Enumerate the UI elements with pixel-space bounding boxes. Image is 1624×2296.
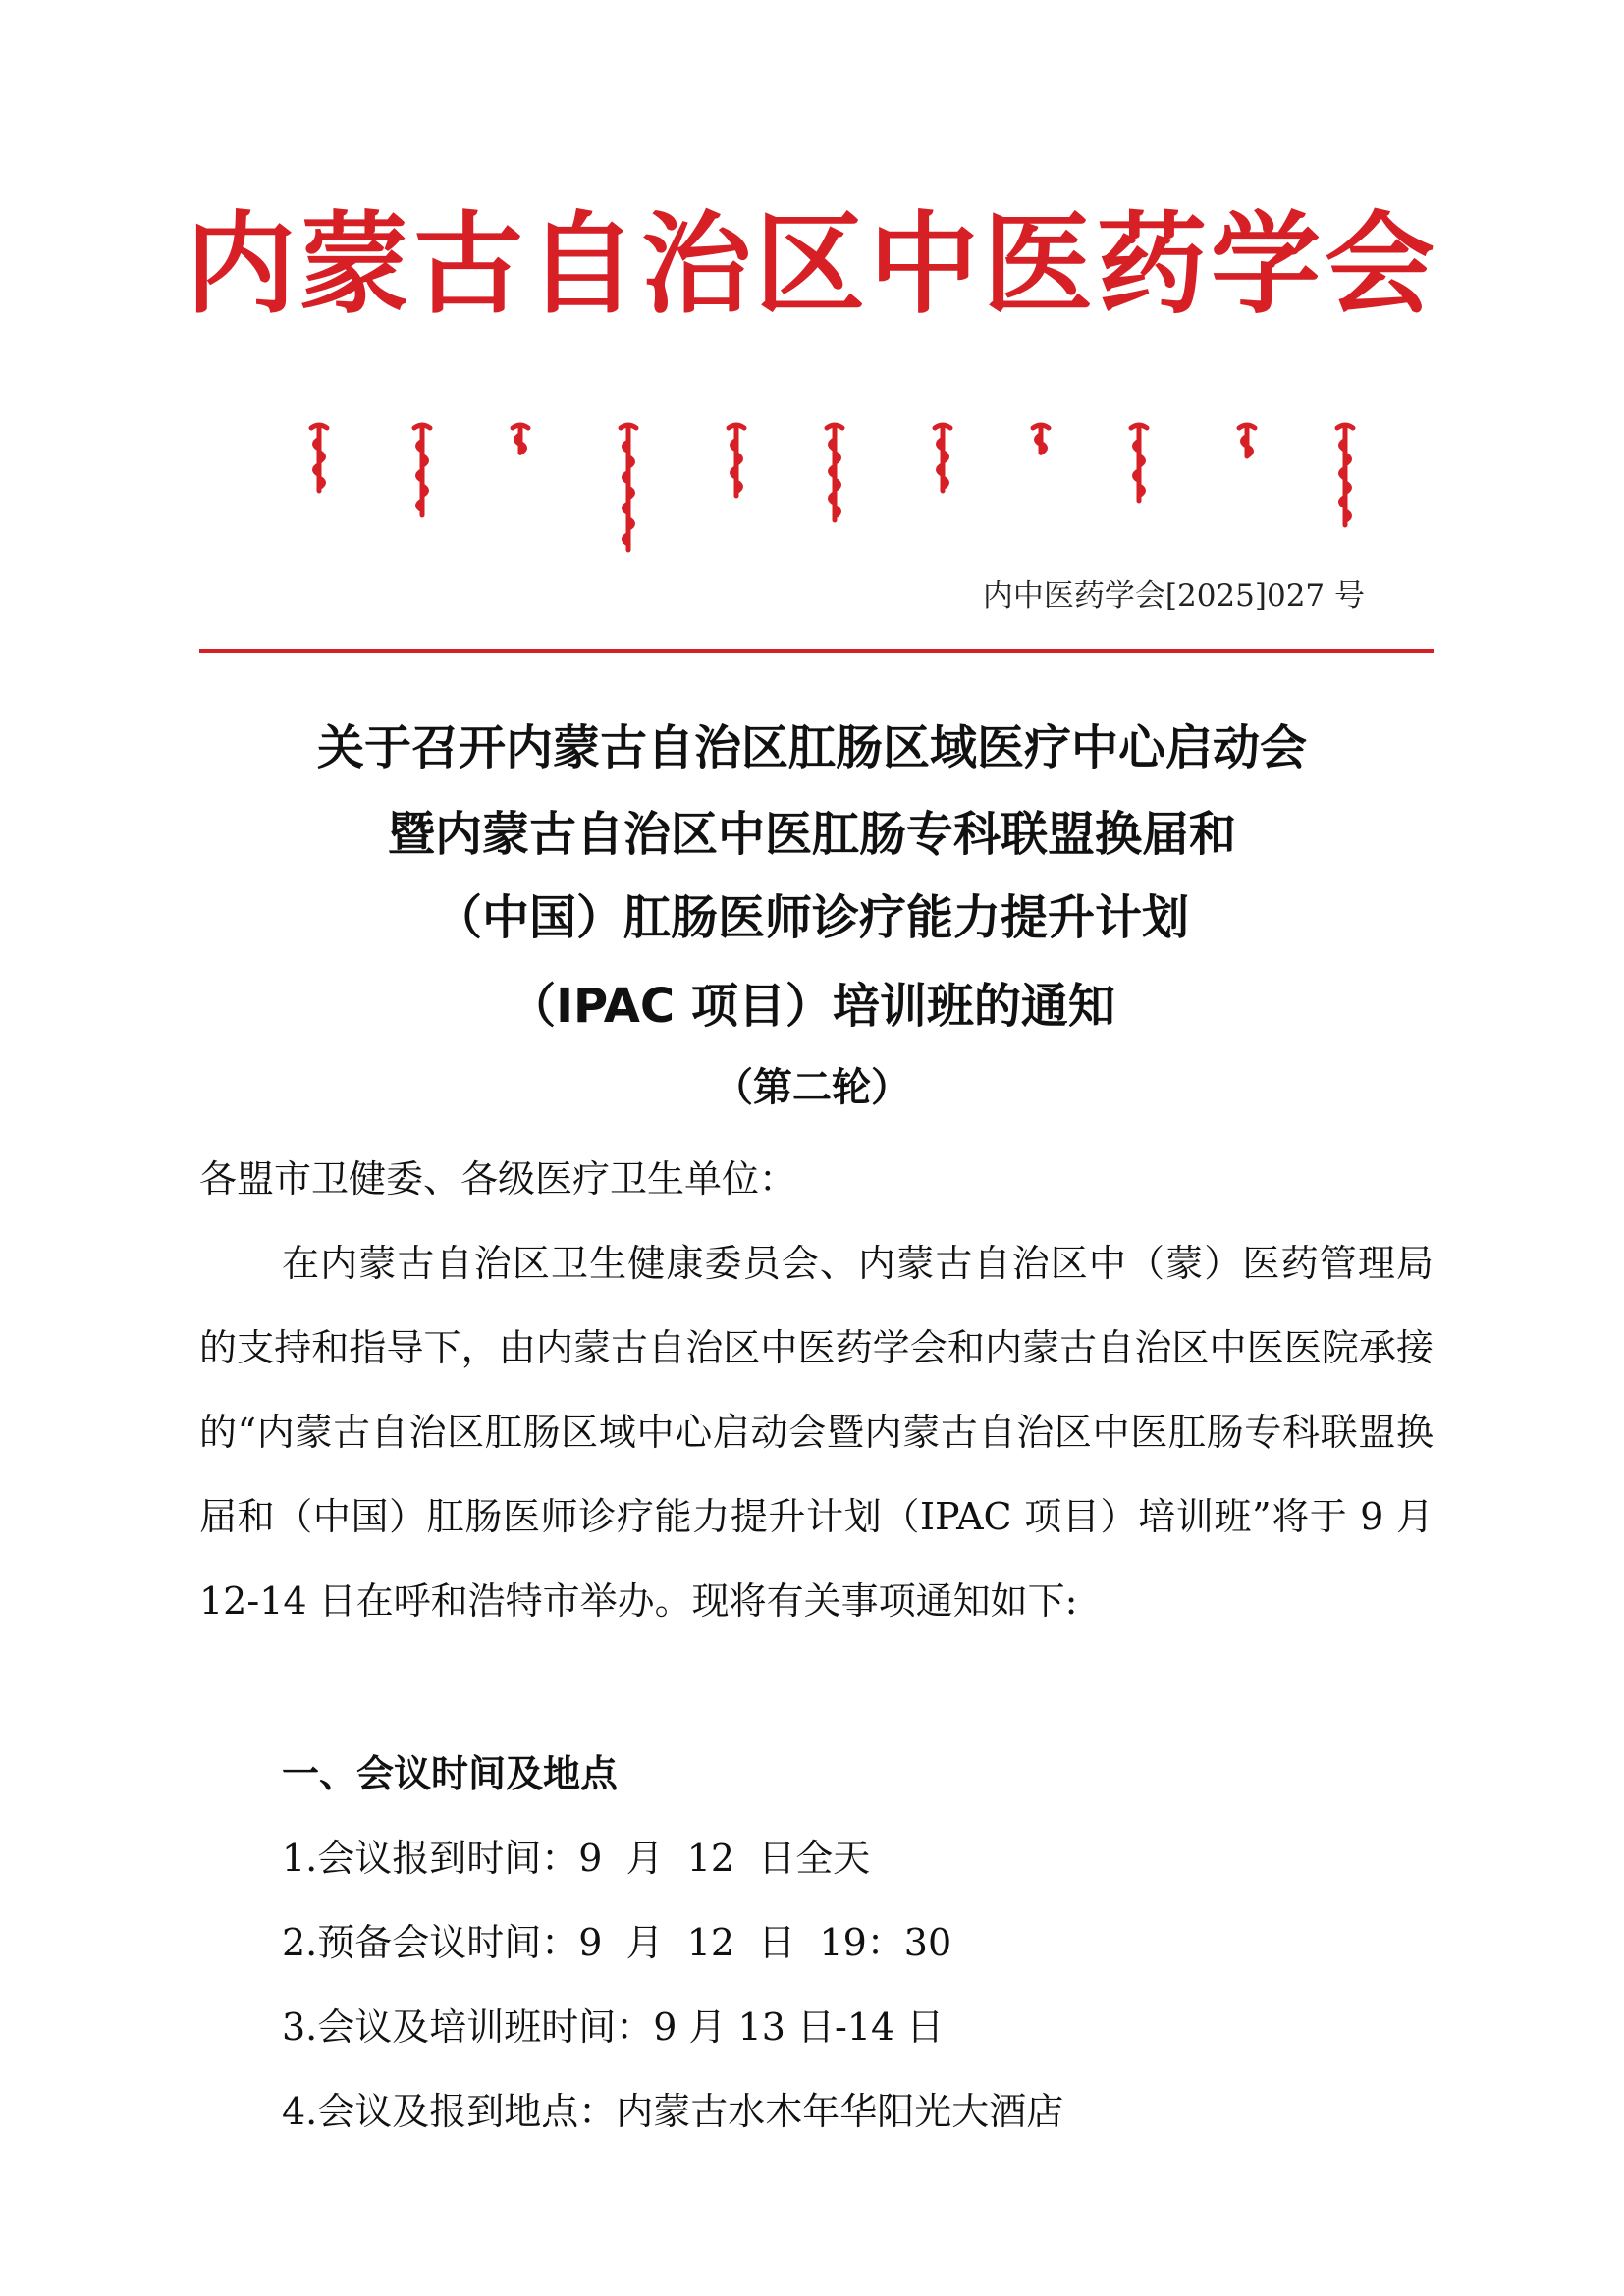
mongolian-word-9 [1131,425,1147,501]
list-item-checkin-time: 1.会议报到时间：9 月 12 日全天 [282,1837,871,1880]
mongolian-word-7 [935,425,950,491]
mongolian-word-8 [1033,425,1049,453]
mongolian-word-5 [729,425,744,496]
list-item-venue: 4.会议及报到地点：内蒙古水木年华阳光大酒店 [282,2090,1064,2133]
mongolian-word-11 [1337,425,1353,525]
mongolian-word-4 [621,425,636,550]
list-item-training-time: 3.会议及培训班时间：9 月 13 日-14 日 [282,2005,945,2049]
title-line-2: 暨内蒙古自治区中医肛肠专科联盟换届和 [387,807,1236,862]
title-line-3: （中国）肛肠医师诊疗能力提升计划 [434,890,1189,945]
title-line-4: （IPAC 项目）培训班的通知 [509,979,1115,1034]
section-heading: 一、会议时间及地点 [282,1752,619,1795]
mongolian-word-10 [1239,425,1255,456]
round-label: （第二轮） [714,1065,910,1110]
mongolian-word-6 [827,425,842,520]
mongolian-script-graphic [295,422,1375,555]
mongolian-word-3 [513,425,528,453]
salutation: 各盟市卫健委、各级医疗卫生单位： [199,1157,797,1201]
mongolian-word-2 [414,425,430,515]
mongolian-word-1 [311,425,327,491]
title-line-1: 关于召开内蒙古自治区肛肠区域医疗中心启动会 [316,721,1307,775]
document-number: 内中医药学会[2025]027 号 [982,578,1365,614]
org-name-header: 内蒙古自治区中医药学会 [186,200,1438,329]
body-paragraph: 在内蒙古自治区卫生健康委员会、内蒙古自治区中（蒙）医药管理局的支持和指导下，由内蒙古自治区中医药学会和内蒙古自治区中医医院承接的“内蒙古自治区肛肠区域中心启动会暨内蒙古自治区中医肛肠专科联盟换届和（中国）肛肠医师诊疗能力提升计划（IPAC 项目）培训班”将于 9 月 12-14 日在呼和浩特市举办。现将有关事项通知如下: [199,1242,1434,1623]
mongolian-script-org-name [295,422,1375,555]
list-item-preparatory-meeting: 2.预备会议时间：9 月 12 日 19：30 [282,1921,952,1964]
red-divider-line [199,649,1434,653]
